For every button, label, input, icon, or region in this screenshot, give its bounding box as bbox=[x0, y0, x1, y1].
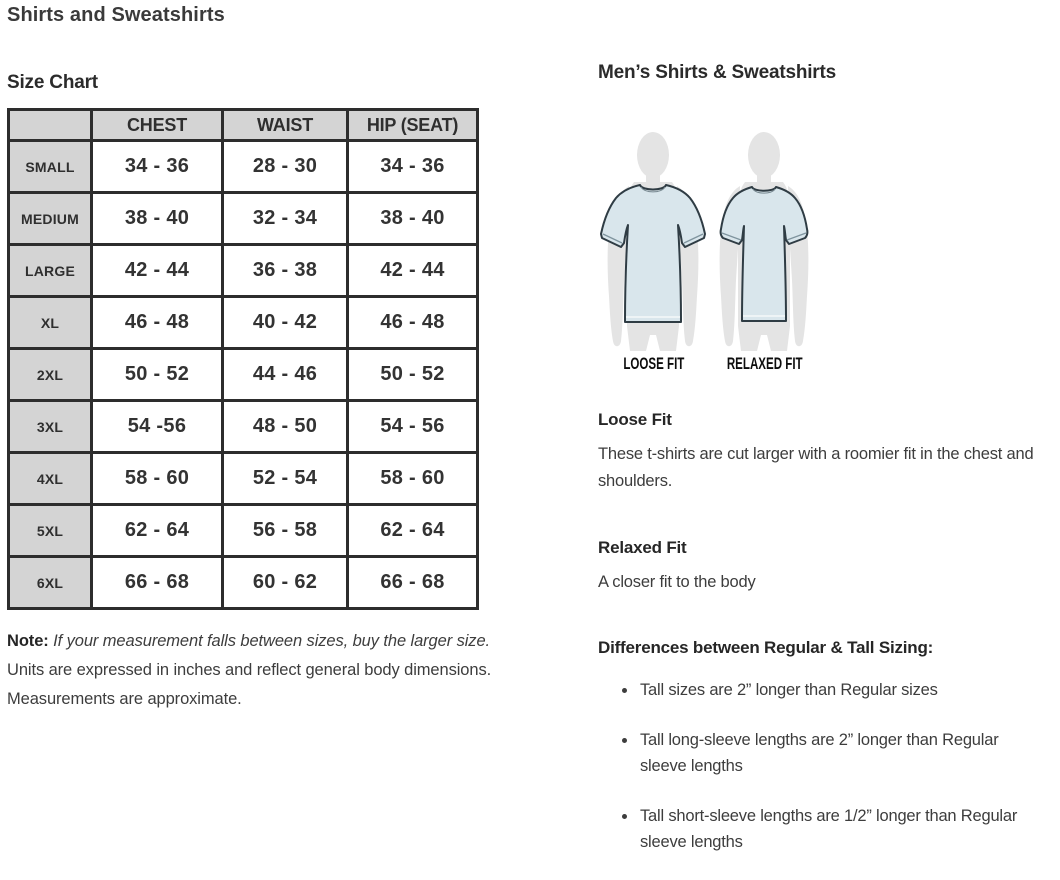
chest-cell: 34 - 36 bbox=[92, 141, 223, 193]
size-chart-table bbox=[7, 108, 479, 610]
differences-list bbox=[610, 678, 1038, 856]
size-label-cell: 6XL bbox=[9, 557, 92, 609]
waist-cell: 32 - 34 bbox=[223, 193, 348, 245]
loose-fit-label-box bbox=[598, 354, 709, 374]
table-row bbox=[9, 505, 478, 557]
relaxed-fit-illustration bbox=[709, 130, 820, 352]
table-row bbox=[9, 245, 478, 297]
table-row bbox=[9, 297, 478, 349]
list-item: • Tall short-sleeve lengths are 1/2” longer than Regular sleeve lengths bbox=[638, 804, 1038, 855]
waist-cell: 28 - 30 bbox=[223, 141, 348, 193]
left-column bbox=[7, 0, 495, 730]
table-row bbox=[9, 453, 478, 505]
chest-cell: 50 - 52 bbox=[92, 349, 223, 401]
hip-cell: 50 - 52 bbox=[348, 349, 478, 401]
list-item: • Tall long-sleeve lengths are 2” longer than Regular sleeve lengths bbox=[638, 728, 1038, 779]
relaxed-fit-heading: Relaxed Fit bbox=[598, 537, 687, 557]
fit-illustrations bbox=[598, 130, 820, 352]
note-rest-text: Units are expressed in inches and reflect general body dimensions. Measurements are approximate. bbox=[7, 660, 492, 708]
loose-fit-description: These t-shirts are cut larger with a roomier fit in the chest and shoulders. bbox=[598, 445, 1034, 490]
table-row bbox=[9, 349, 478, 401]
waist-cell: 52 - 54 bbox=[223, 453, 348, 505]
loose-fit-label: LOOSE FIT bbox=[622, 354, 685, 373]
chest-cell: 46 - 48 bbox=[92, 297, 223, 349]
table-row bbox=[9, 193, 478, 245]
size-label-cell: 2XL bbox=[9, 349, 92, 401]
page-title: Shirts and Sweatshirts bbox=[7, 4, 225, 26]
fit-labels-row bbox=[598, 354, 820, 374]
chest-cell: 38 - 40 bbox=[92, 193, 223, 245]
relaxed-fit-label-box bbox=[709, 354, 820, 374]
waist-cell: 48 - 50 bbox=[223, 401, 348, 453]
note-label: Note: bbox=[7, 632, 49, 650]
right-column bbox=[598, 62, 1038, 880]
size-label-cell: XL bbox=[9, 297, 92, 349]
waist-cell: 60 - 62 bbox=[223, 557, 348, 609]
list-item: • Tall sizes are 2” longer than Regular sizes bbox=[638, 678, 1038, 704]
waist-cell: 44 - 46 bbox=[223, 349, 348, 401]
chest-cell: 66 - 68 bbox=[92, 557, 223, 609]
column-header-hip: HIP (SEAT) bbox=[348, 110, 478, 141]
waist-cell: 36 - 38 bbox=[223, 245, 348, 297]
size-chart-note bbox=[7, 627, 494, 714]
header-row bbox=[9, 110, 478, 141]
hip-cell: 58 - 60 bbox=[348, 453, 478, 505]
relaxed-fit-description: A closer fit to the body bbox=[598, 572, 756, 591]
mens-section-heading: Men’s Shirts & Sweatshirts bbox=[598, 62, 836, 83]
hip-cell: 62 - 64 bbox=[348, 505, 478, 557]
hip-cell: 34 - 36 bbox=[348, 141, 478, 193]
waist-cell: 40 - 42 bbox=[223, 297, 348, 349]
hip-cell: 42 - 44 bbox=[348, 245, 478, 297]
loose-fit-heading: Loose Fit bbox=[598, 410, 672, 429]
chest-cell: 42 - 44 bbox=[92, 245, 223, 297]
hip-cell: 38 - 40 bbox=[348, 193, 478, 245]
differences-heading: Differences between Regular & Tall Sizing: bbox=[598, 637, 934, 657]
note-italic-text: If your measurement falls between sizes, buy the larger size. bbox=[53, 632, 491, 650]
chest-cell: 62 - 64 bbox=[92, 505, 223, 557]
table-row bbox=[9, 557, 478, 609]
size-label-cell: SMALL bbox=[9, 141, 92, 193]
size-label-cell: 5XL bbox=[9, 505, 92, 557]
table-row bbox=[9, 401, 478, 453]
chest-cell: 58 - 60 bbox=[92, 453, 223, 505]
size-label-cell: LARGE bbox=[9, 245, 92, 297]
size-label-cell: 3XL bbox=[9, 401, 92, 453]
size-label-cell: MEDIUM bbox=[9, 193, 92, 245]
table-row bbox=[9, 141, 478, 193]
loose-fit-illustration bbox=[598, 130, 709, 352]
waist-cell: 56 - 58 bbox=[223, 505, 348, 557]
size-chart-heading: Size Chart bbox=[7, 72, 98, 93]
hip-cell: 54 - 56 bbox=[348, 401, 478, 453]
size-label-cell: 4XL bbox=[9, 453, 92, 505]
column-header-chest: CHEST bbox=[92, 110, 223, 141]
column-header-waist: WAIST bbox=[223, 110, 348, 141]
corner-header-cell bbox=[9, 110, 92, 141]
hip-cell: 66 - 68 bbox=[348, 557, 478, 609]
hip-cell: 46 - 48 bbox=[348, 297, 478, 349]
relaxed-fit-label: RELAXED FIT bbox=[726, 354, 803, 373]
chest-cell: 54 -56 bbox=[92, 401, 223, 453]
